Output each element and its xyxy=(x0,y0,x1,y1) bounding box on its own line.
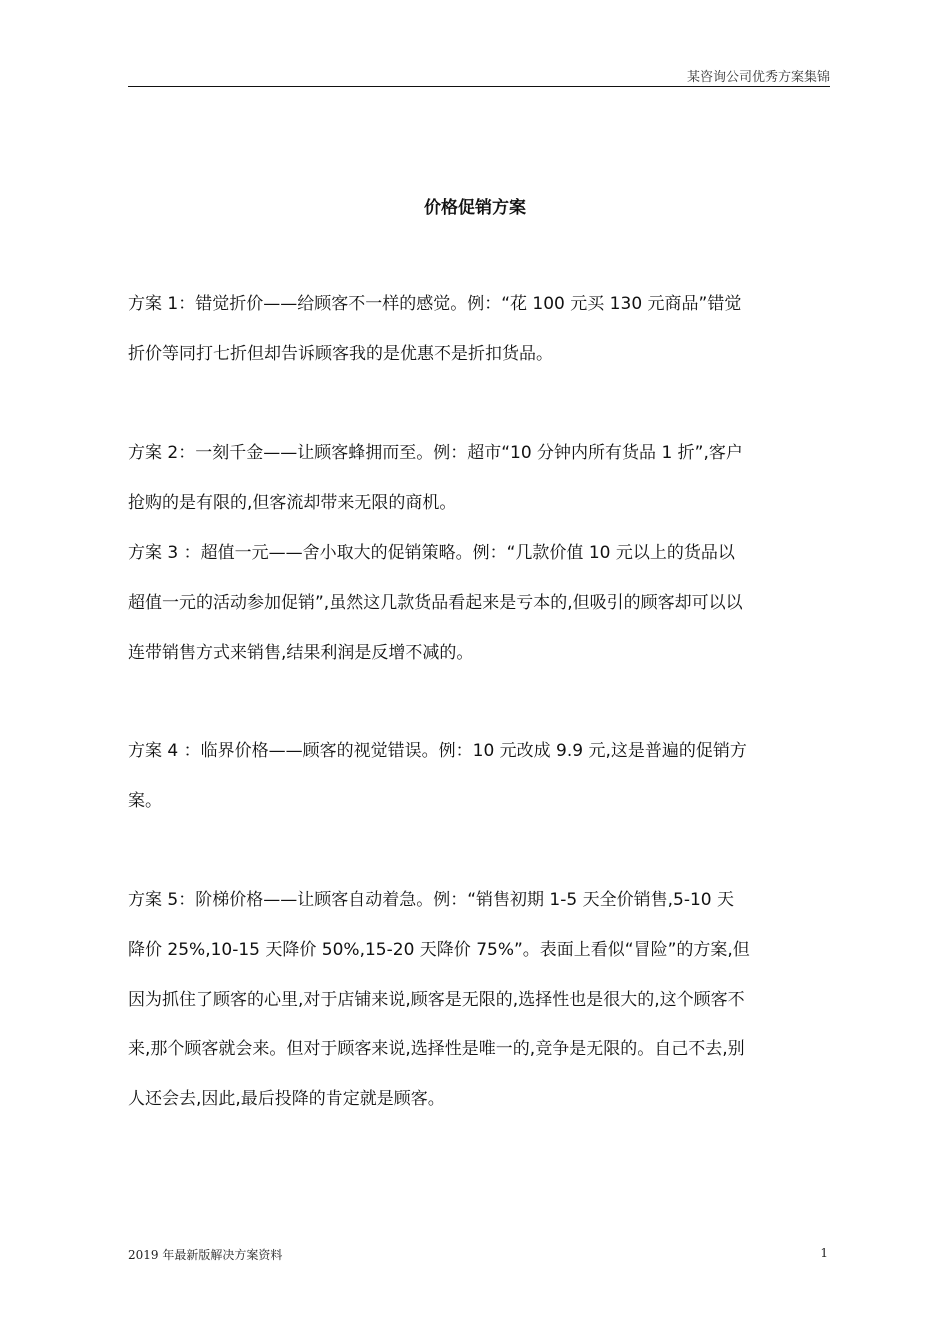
section-2-line-2: 抢购的是有限的,但客流却带来无限的商机。 xyxy=(128,493,457,513)
section-3-line-2: 超值一元的活动参加促销”,虽然这几款货品看起来是亏本的,但吸引的顾客却可以以 xyxy=(128,593,743,613)
section-5-line-5: 人还会去,因此,最后投降的肯定就是顾客。 xyxy=(128,1089,445,1109)
running-header: 某咨询公司优秀方案集锦 xyxy=(686,70,830,85)
section-4-line-1: 方案 4 ：临界价格——顾客的视觉错误。例：10 元改成 9.9 元,这是普遍的促销方 xyxy=(128,741,747,761)
document-title: 价格促销方案 xyxy=(424,198,526,218)
section-1-line-1: 方案 1：错觉折价——给顾客不一样的感觉。例：“花 100 元买 130 元商品”错觉 xyxy=(128,294,742,314)
section-4-line-2: 案。 xyxy=(128,791,162,811)
section-5-line-4: 来,那个顾客就会来。但对于顾客来说,选择性是唯一的,竞争是无限的。自己不去,别 xyxy=(128,1039,745,1059)
section-5-line-2: 降价 25%,10-15 天降价 50%,15-20 天降价 75%”。表面上看似“冒险”的方案,但 xyxy=(128,940,750,960)
section-3-line-1: 方案 3 ：超值一元——舍小取大的促销策略。例：“几款价值 10 元以上的货品以 xyxy=(128,543,735,563)
section-3-line-3: 连带销售方式来销售,结果利润是反增不减的。 xyxy=(128,643,474,663)
section-5-line-3: 因为抓住了顾客的心里,对于店铺来说,顾客是无限的,选择性也是很大的,这个顾客不 xyxy=(128,990,745,1010)
footer-text: 2019 年最新版解决方案资料 xyxy=(128,1248,283,1262)
header-divider xyxy=(128,86,830,87)
section-5-line-1: 方案 5：阶梯价格——让顾客自动着急。例：“销售初期 1-5 天全价销售,5-10 天 xyxy=(128,890,734,910)
section-1-line-2: 折价等同打七折但却告诉顾客我的是优惠不是折扣货品。 xyxy=(128,344,553,364)
page-number: 1 xyxy=(820,1246,828,1260)
section-2-line-1: 方案 2：一刻千金——让顾客蜂拥而至。例：超市“10 分钟内所有货品 1 折”,客户 xyxy=(128,443,743,463)
